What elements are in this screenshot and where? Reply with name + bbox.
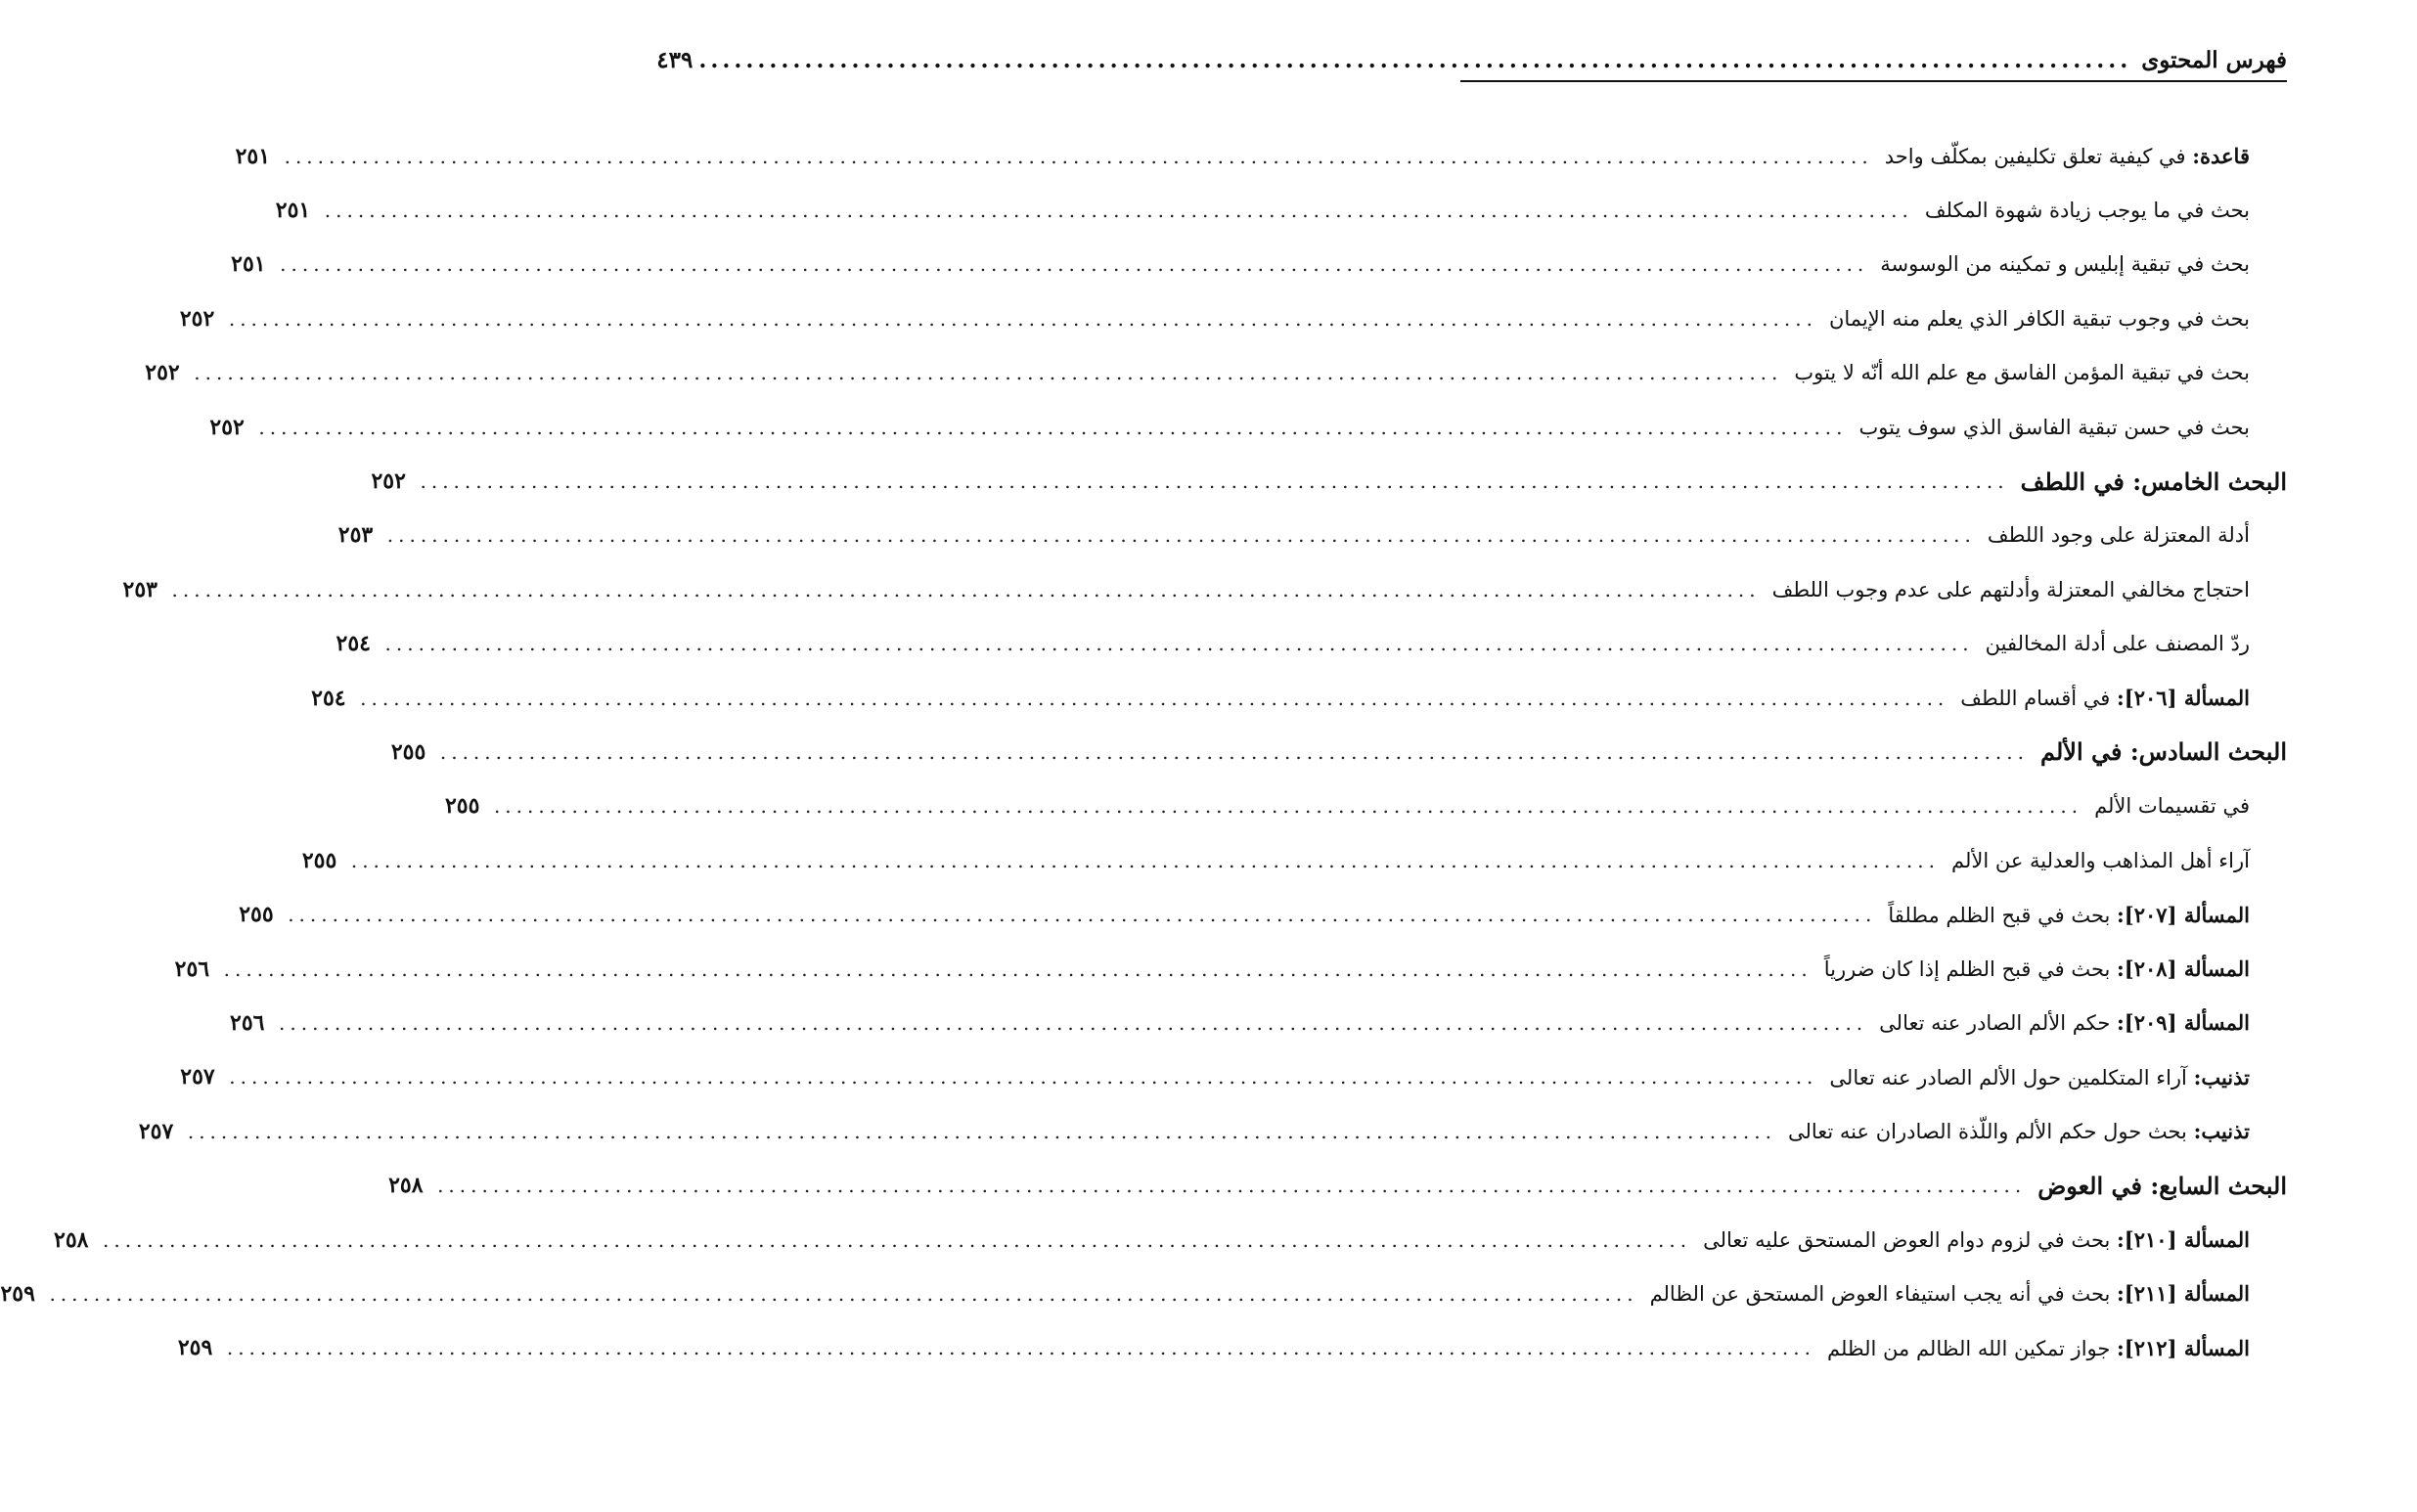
leader-dots: ............................................................................................................................................... — [386, 523, 1976, 548]
toc-entry — [122, 562, 2287, 616]
leader-dots: ............................................................................................................................................... — [288, 903, 1877, 927]
toc-entry-lead: البحث الخامس: في اللطف — [2020, 467, 2287, 496]
toc-entry-lead: البحث السادس: في الألم — [2039, 737, 2287, 767]
toc-entry — [177, 1321, 2287, 1375]
toc-entry-title — [1980, 632, 2250, 655]
toc-entry-lead: المسألة [٢١٢]: — [2117, 1335, 2250, 1360]
toc-entry-text: بحث في تبقية إبليس و تمكينه من الوسوسة — [1880, 252, 2250, 277]
toc-entry-page-number: ٢٥٦ — [174, 956, 210, 982]
toc-entry-page-number: ٢٥١ — [235, 143, 271, 169]
toc-entry-title — [1644, 1281, 2250, 1306]
toc-entry-page-number: ٢٥٢ — [371, 468, 406, 495]
leader-dots: ............................................................................................................................................... — [279, 1010, 1868, 1035]
leader-dots: ............................................................................................................................................... — [229, 1065, 1818, 1090]
toc-entry-title — [1946, 849, 2250, 872]
toc-entry-page-number: ٢٥٥ — [390, 738, 426, 765]
toc-entry-title — [1919, 199, 2250, 222]
leader-dots: ............................................................................................................................................... — [284, 144, 1873, 168]
toc-entry — [239, 887, 2287, 941]
toc-entry — [337, 509, 2287, 562]
toc-entry — [145, 346, 2287, 400]
toc-entry — [209, 400, 2287, 454]
toc-entry-title — [1788, 361, 2250, 384]
running-header — [656, 39, 2287, 82]
toc-entry-title — [1873, 1010, 2250, 1035]
toc-entry-page-number: ٢٥٨ — [54, 1226, 89, 1253]
toc-entry-page-number: ٢٥٢ — [145, 360, 180, 386]
toc-entry-page-number: ٢٥٥ — [301, 847, 337, 873]
toc-entry-title — [1982, 523, 2250, 547]
toc-section-heading — [371, 454, 2287, 508]
toc-entry-page-number: ٢٥٤ — [336, 631, 371, 657]
leader-dots: ............................................................................................................................................... — [350, 848, 1940, 872]
leader-dots: ............................................................................................................................................... — [226, 1336, 1815, 1360]
toc-entry-page-number: ٢٥٥ — [444, 793, 480, 820]
toc-entry — [275, 183, 2287, 237]
toc-entry-text: في أقسام اللطف — [1960, 687, 2118, 711]
leader-dots: ............................................................................................................................................... — [194, 361, 1783, 385]
toc-entry-lead: المسألة [٢١١]: — [2117, 1281, 2250, 1307]
toc-entry-text: بحث في تبقية المؤمن الفاسق مع علم الله أنّه لا يتوب — [1794, 361, 2250, 385]
leader-dots: ............................................................................................................................................... — [437, 1174, 2027, 1198]
toc-entry-text: بحث في ما يوجب زيادة شهوة المكلف — [1924, 199, 2250, 223]
toc-entry-title — [1874, 252, 2250, 276]
toc-entry-page-number: ٢٥٨ — [388, 1173, 424, 1199]
toc-entry-title — [2015, 467, 2287, 496]
toc-entry-page-number: ٢٥٥ — [239, 902, 274, 928]
toc-entry-text: احتجاج مخالفي المعتزلة وأدلتهم على عدم وجوب اللطف — [1771, 577, 2250, 601]
toc-entry — [0, 1267, 2287, 1320]
leader-dots: ............................................................................................................................................... — [223, 956, 1813, 981]
toc-entry — [336, 617, 2287, 671]
toc-entry-title — [1879, 144, 2250, 168]
toc-entry — [138, 1104, 2287, 1158]
toc-entry — [444, 779, 2287, 833]
toc-entry-text: جواز تمكين الله الظالم من الظلم — [1826, 1336, 2118, 1360]
leader-dots: ............................................................................................................................................... — [493, 794, 2083, 819]
toc-entry-title — [1854, 416, 2250, 439]
toc-entry-title — [1767, 578, 2250, 601]
toc-entry-text: آراء أهل المذاهب والعدلية عن الألم — [1950, 848, 2250, 872]
table-of-contents — [0, 129, 2287, 1375]
toc-entry-lead: المسألة [٢٠٦]: — [2117, 686, 2250, 711]
toc-entry-lead: المسألة [٢٠٩]: — [2117, 1010, 2250, 1036]
leader-dots: ............................................................................................................................................... — [360, 686, 1949, 710]
toc-entry-page-number: ٢٥٧ — [180, 1064, 215, 1090]
leader-dots: ............................................................................................................................................... — [439, 739, 2029, 764]
running-header-title: فهرس المحتوى — [2141, 46, 2287, 73]
toc-entry-title — [1821, 1336, 2250, 1360]
leader-dots: ............................................................................................................................................... — [420, 469, 2009, 494]
toc-entry-title — [1697, 1227, 2250, 1252]
toc-entry-lead: المسألة [٢٠٨]: — [2117, 956, 2250, 982]
toc-entry-text: حكم الألم الصادر عنه تعالى — [1879, 1011, 2118, 1036]
toc-entry — [231, 238, 2287, 291]
toc-entry-text: ردّ المصنف على أدلة المخالفين — [1985, 632, 2250, 656]
toc-entry-page-number: ٢٥٢ — [179, 305, 215, 332]
toc-entry-text: في كيفية تعلق تكليفين بمكلّف واحد — [1884, 145, 2193, 169]
toc-entry-lead: البحث السابع: في العوض — [2037, 1171, 2287, 1200]
toc-entry-page-number: ٢٥٩ — [0, 1280, 35, 1307]
page-number: ٤٣٩ — [656, 46, 694, 73]
toc-entry-lead: قاعدة: — [2192, 144, 2250, 169]
leader-dots: ............................................................................................................................................... — [228, 306, 1817, 331]
toc-section-heading — [390, 725, 2287, 778]
toc-entry-title — [1782, 1119, 2250, 1143]
toc-entry — [174, 942, 2287, 996]
toc-entry-title — [2032, 1172, 2287, 1200]
toc-entry — [180, 1050, 2287, 1104]
leader-dots: ............................................................................................................................................... — [187, 1119, 1776, 1143]
toc-entry-text: في تقسيمات الألم — [2094, 794, 2250, 819]
leader-dots: ............................................................................................................................................... — [103, 1227, 1692, 1252]
leader-dots: ............................................................................................................................................... — [324, 199, 1913, 223]
toc-entry-text: بحث في لزوم دوام العوض المستحق عليه تعالى — [1703, 1228, 2118, 1252]
toc-entry — [311, 671, 2287, 725]
toc-entry — [301, 833, 2287, 887]
toc-entry — [54, 1213, 2287, 1267]
toc-section-heading — [388, 1158, 2287, 1212]
leader-dots: ............................................................................................................................................... — [49, 1281, 1638, 1306]
leader-dots: ............................................................................................................................................... — [258, 415, 1848, 439]
leader-dots: ............................................................................................................................................... — [280, 252, 1869, 277]
toc-entry-page-number: ٢٥١ — [231, 251, 266, 278]
leader-dots: ............................................................................................................................................... — [384, 632, 1974, 656]
toc-entry-page-number: ٢٥١ — [275, 198, 311, 224]
toc-entry-page-number: ٢٥٦ — [230, 1009, 265, 1036]
toc-entry-title — [1882, 903, 2250, 927]
toc-entry-text: بحث في وجوب تبقية الكافر الذي يعلم منه الإيمان — [1828, 306, 2250, 331]
toc-entry-page-number: ٢٥٢ — [209, 414, 245, 440]
toc-entry-text: بحث في قبح الظلم مطلقاً — [1888, 903, 2118, 927]
toc-entry-page-number: ٢٥٩ — [177, 1335, 213, 1361]
leader-dots: ............................................................................................................................................... — [171, 577, 1761, 601]
toc-entry-text: أدلة المعتزلة على وجود اللطف — [1987, 523, 2250, 548]
toc-entry-text: بحث في قبح الظلم إذا كان ضررياً — [1823, 957, 2118, 982]
toc-entry-page-number: ٢٥٣ — [337, 522, 374, 549]
toc-entry-lead: المسألة [٢١٠]: — [2117, 1227, 2250, 1252]
toc-entry-title — [1823, 307, 2250, 331]
toc-entry-title — [2035, 737, 2287, 766]
toc-entry-lead: المسألة [٢٠٧]: — [2117, 902, 2250, 927]
toc-entry-text: بحث حول حكم الألم واللّذة الصادران عنه تعالى — [1787, 1120, 2194, 1144]
toc-entry-text: بحث في حسن تبقية الفاسق الذي سوف يتوب — [1858, 415, 2250, 439]
toc-entry-lead: تذنيب: — [2193, 1119, 2250, 1144]
toc-entry-title — [1818, 956, 2250, 981]
toc-entry-text: آراء المتكلمين حول الألم الصادر عنه تعالى — [1829, 1065, 2194, 1090]
toc-entry — [230, 996, 2287, 1049]
toc-entry-title — [2088, 794, 2250, 818]
toc-entry — [179, 291, 2287, 345]
toc-entry-title — [1954, 686, 2250, 710]
toc-entry-lead: تذنيب: — [2193, 1064, 2250, 1090]
toc-entry-page-number: ٢٥٣ — [122, 576, 157, 602]
toc-entry-page-number: ٢٥٤ — [311, 685, 346, 711]
toc-entry-text: بحث في أنه يجب استيفاء العوض المستحق عن الظالم — [1649, 1282, 2118, 1307]
toc-entry-title — [1823, 1065, 2250, 1090]
toc-entry — [235, 129, 2287, 183]
leader-dots: .......................................................................................................................... — [698, 46, 2132, 73]
toc-entry-page-number: ٢٥٧ — [138, 1118, 174, 1144]
